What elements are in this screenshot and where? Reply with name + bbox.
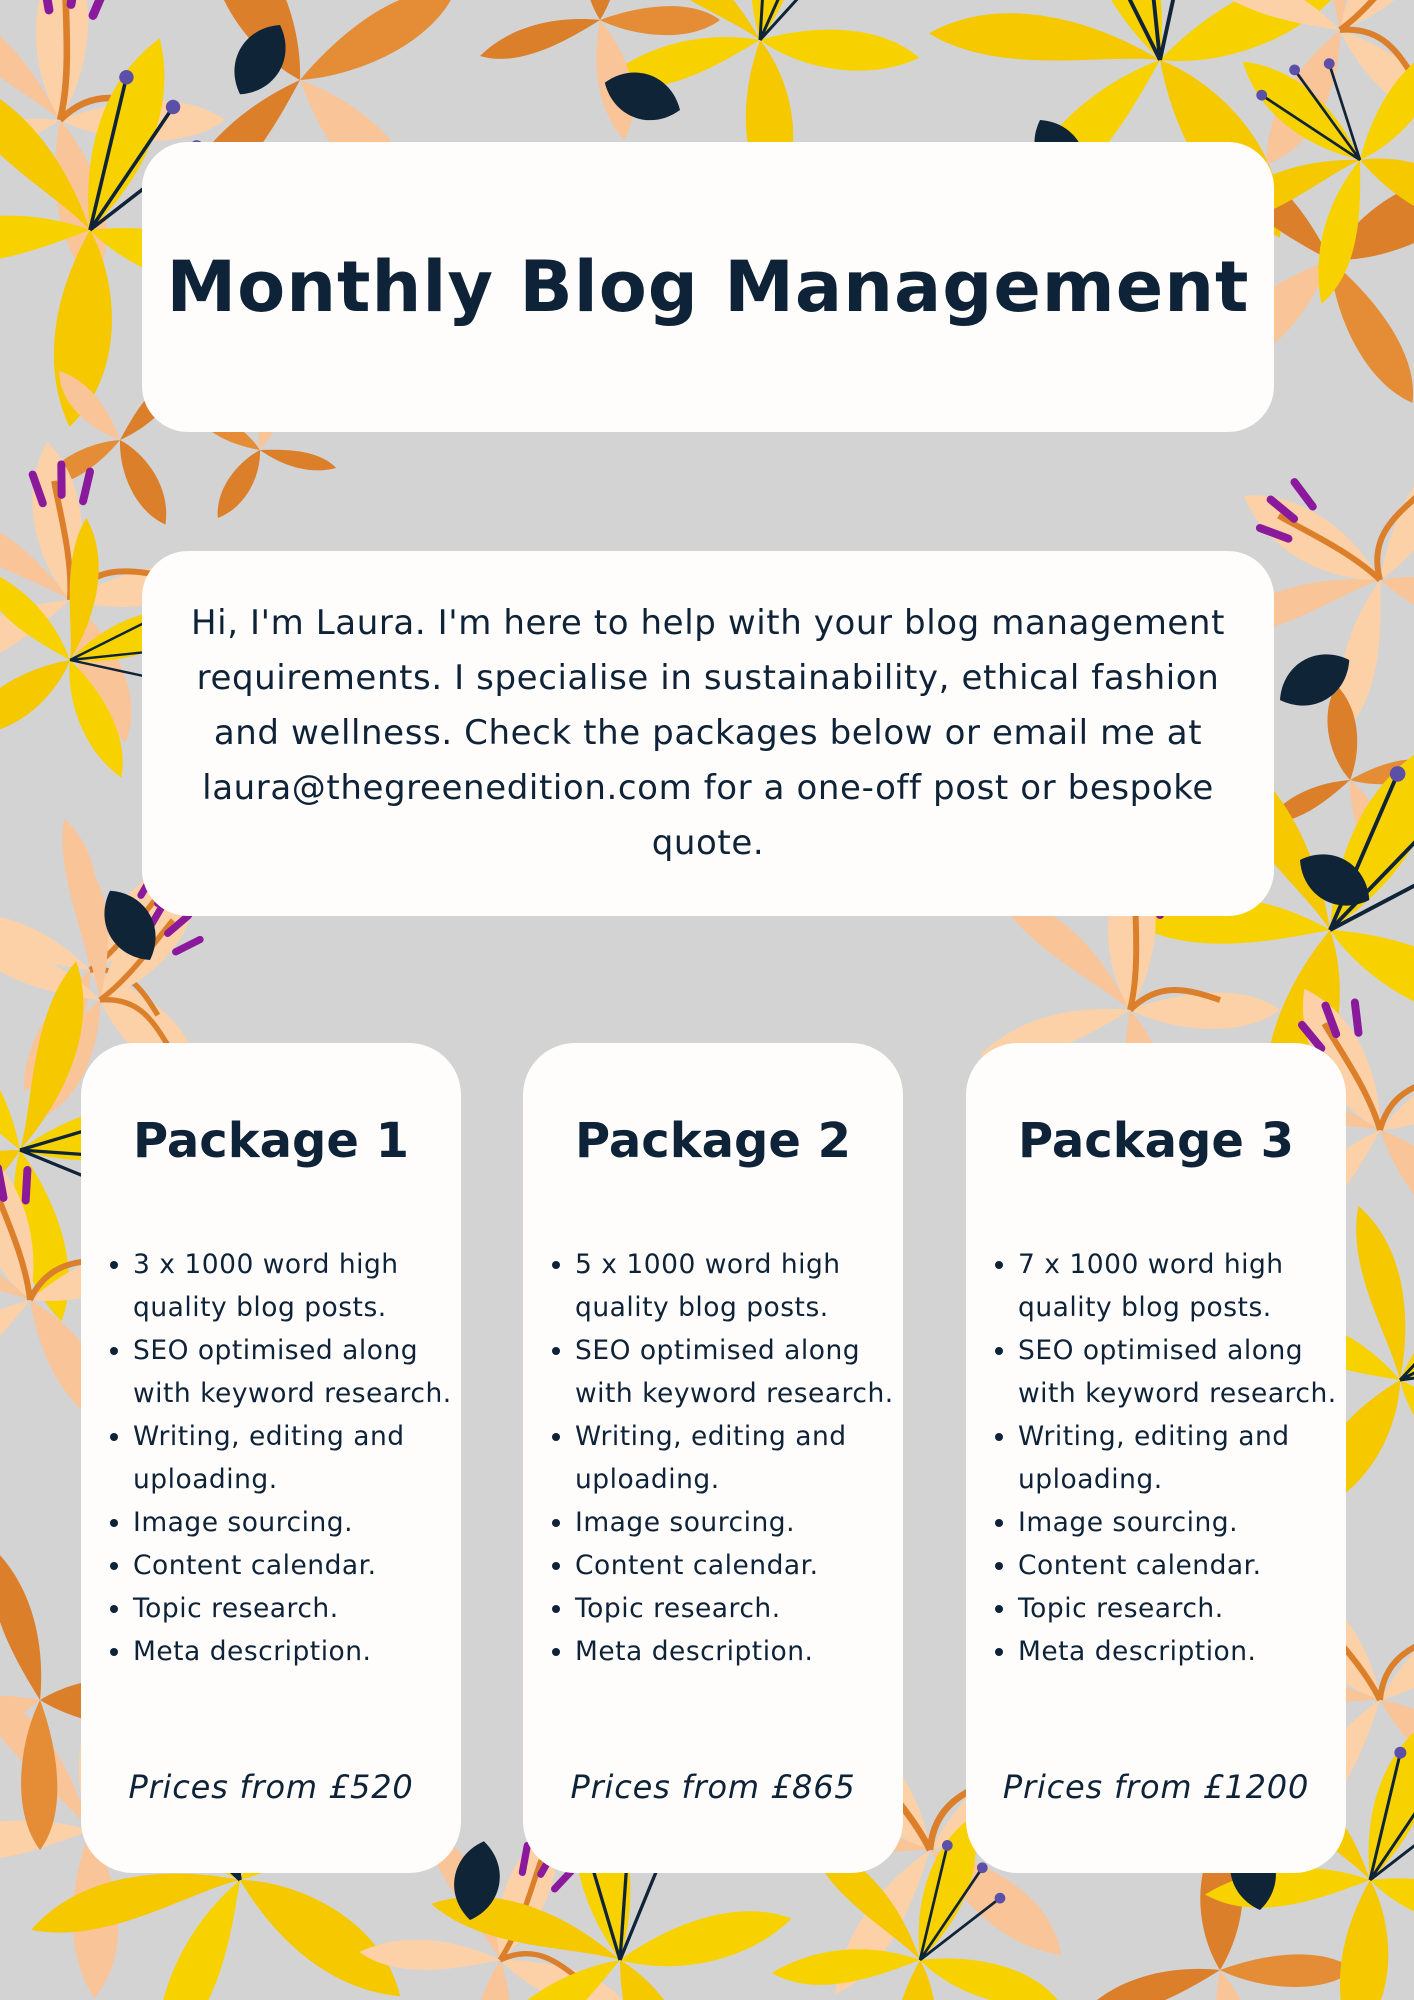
list-item: • 7 x 1000 word high quality blog posts.	[1018, 1243, 1348, 1329]
package-feature-list	[523, 1243, 905, 1673]
list-item: • Content calendar.	[575, 1544, 905, 1587]
list-item: • 3 x 1000 word high quality blog posts.	[133, 1243, 463, 1329]
package-price: Prices from £520	[128, 1768, 414, 1806]
list-item: • Writing, editing and uploading.	[1018, 1415, 1348, 1501]
package-price: Prices from £865	[570, 1768, 856, 1806]
list-item: • Meta description.	[575, 1630, 905, 1673]
package-card-3	[966, 1043, 1346, 1873]
list-item: • SEO optimised along with keyword research.	[575, 1329, 905, 1415]
list-item: • 5 x 1000 word high quality blog posts.	[575, 1243, 905, 1329]
package-card-2	[523, 1043, 903, 1873]
package-title: Package 1	[132, 1113, 410, 1169]
page-title: Monthly Blog Management	[166, 246, 1250, 328]
list-item: • Meta description.	[1018, 1630, 1348, 1673]
package-feature-list	[966, 1243, 1348, 1673]
list-item: • SEO optimised along with keyword research.	[133, 1329, 463, 1415]
intro-text: Hi, I'm Laura. I'm here to help with your blog management requirements. I specialise in sustainability, ethical fashion and wellness. Check the packages below or email me at laura@thegreenedition.com for a one-off post or bespoke quote.	[190, 603, 1226, 863]
list-item: • Content calendar.	[1018, 1544, 1348, 1587]
package-price: Prices from £1200	[1002, 1768, 1310, 1806]
list-item: • Image sourcing.	[133, 1501, 463, 1544]
list-item: • Topic research.	[575, 1587, 905, 1630]
list-item: • Writing, editing and uploading.	[575, 1415, 905, 1501]
list-item: • Topic research.	[1018, 1587, 1348, 1630]
package-feature-list	[81, 1243, 463, 1673]
title-card	[142, 142, 1274, 432]
package-card-1	[81, 1043, 461, 1873]
package-title: Package 3	[1017, 1113, 1295, 1169]
list-item: • SEO optimised along with keyword research.	[1018, 1329, 1348, 1415]
package-title: Package 2	[574, 1113, 852, 1169]
list-item: • Content calendar.	[133, 1544, 463, 1587]
list-item: • Meta description.	[133, 1630, 463, 1673]
list-item: • Topic research.	[133, 1587, 463, 1630]
list-item: • Writing, editing and uploading.	[133, 1415, 463, 1501]
list-item: • Image sourcing.	[1018, 1501, 1348, 1544]
intro-card	[142, 551, 1274, 916]
list-item: • Image sourcing.	[575, 1501, 905, 1544]
